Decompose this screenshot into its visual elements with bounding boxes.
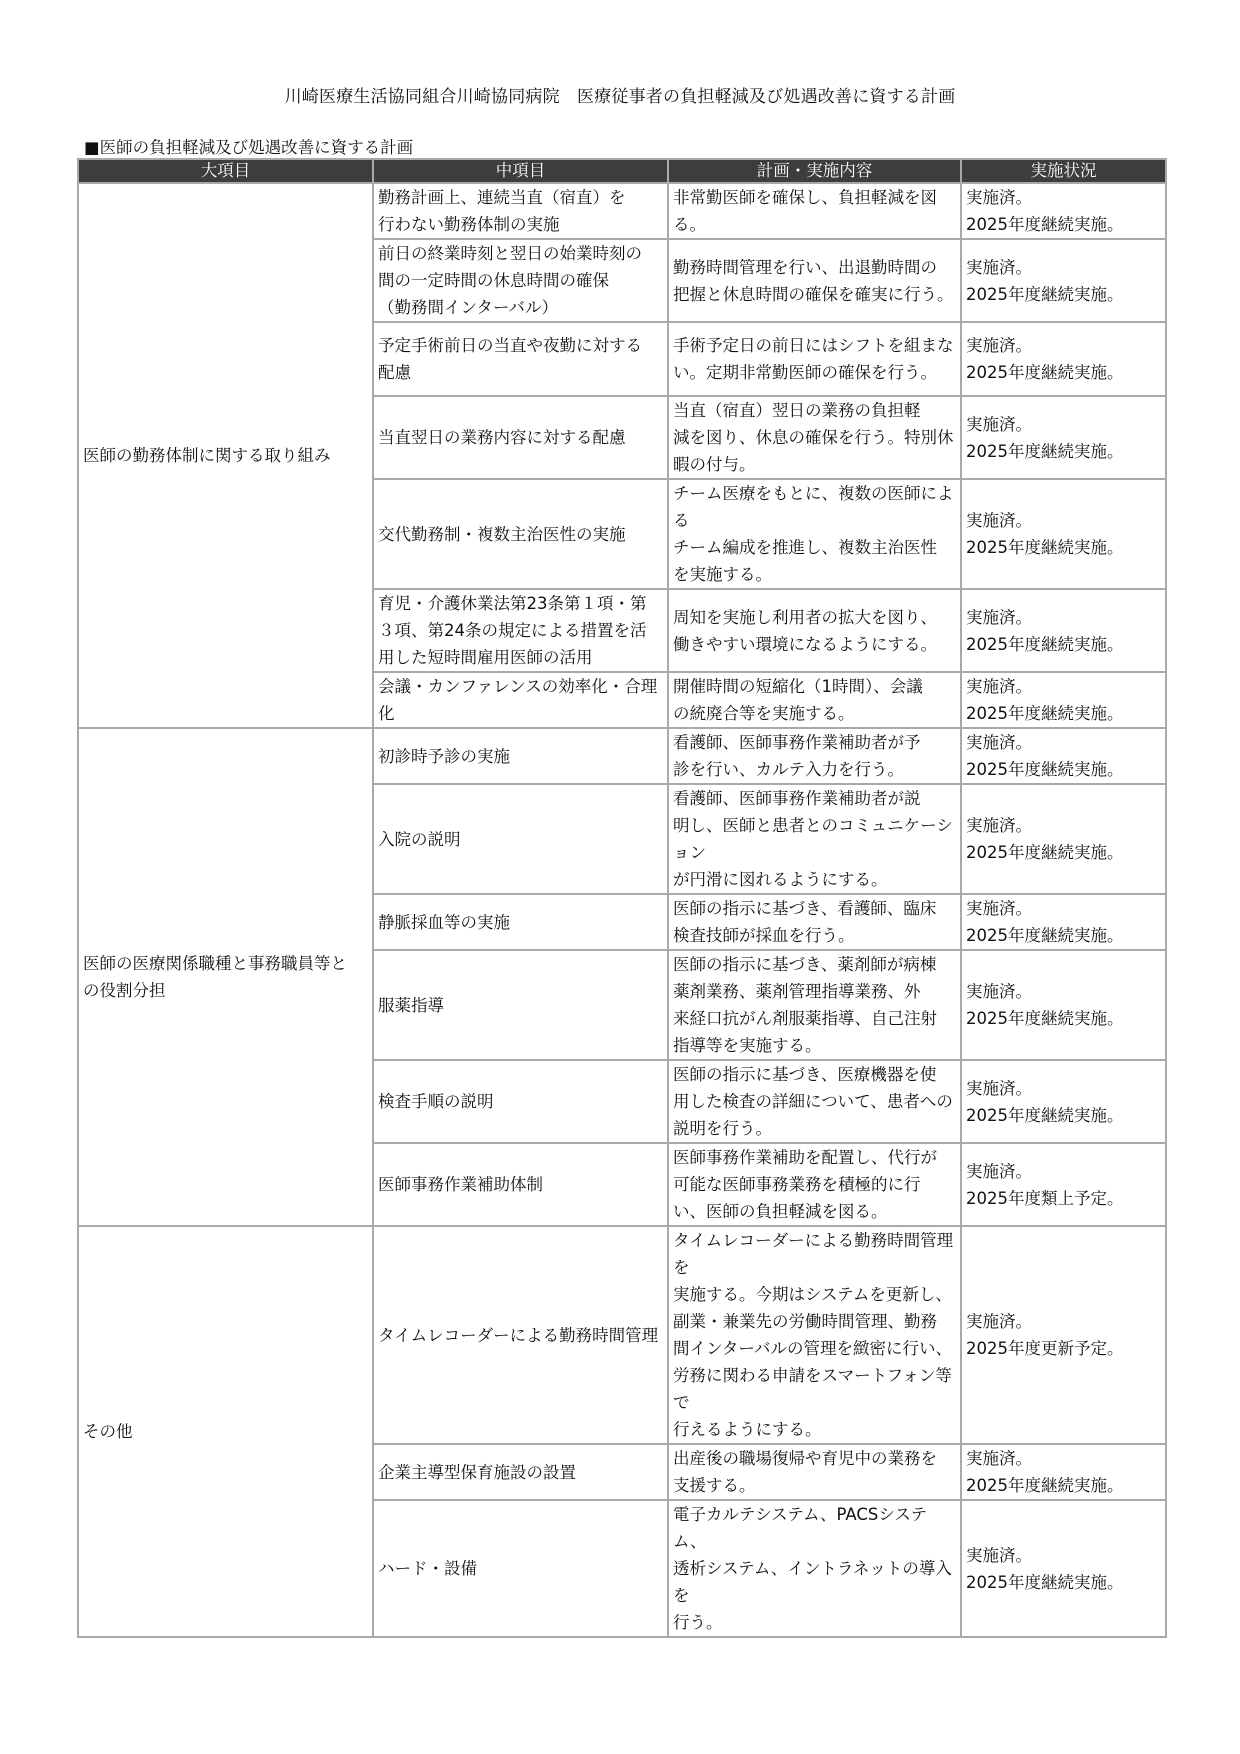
plan-content-text: 勤務時間管理を行い、出退勤時間の 把握と休息時間の確保を確実に行う。 — [673, 257, 954, 304]
plan-content-text: 医師の指示に基づき、薬剤師が病棟 薬剤業務、薬剤管理指導業務、外 来経口抗がん剤服薬指導、自己注射 指導等を実施する。 — [673, 955, 937, 1055]
plan-content-cell — [668, 784, 961, 894]
plan-content-text: 開催時間の短縮化（1時間）、会議 の統廃合等を実施する。 — [673, 677, 923, 723]
table-row — [78, 1226, 1166, 1444]
plan-content-cell — [668, 1060, 961, 1143]
middle-item-cell — [373, 396, 668, 479]
status-text: 実施済。 2025年度継続実施。 — [966, 982, 1124, 1028]
middle-item-text: 検査手順の説明 — [378, 1092, 494, 1111]
status-cell — [961, 239, 1166, 322]
plan-content-text: 医師事務作業補助を配置し、代行が 可能な医師事務業務を積極的に行 い、医師の負担軽減を図る。 — [673, 1148, 937, 1221]
plan-content-text: 医師の指示に基づき、医療機器を使 用した検査の詳細について、患者への 説明を行う。 — [673, 1065, 953, 1138]
status-text: 実施済。 2025年度継続実施。 — [966, 1078, 1124, 1125]
middle-item-cell — [373, 239, 668, 322]
major-item-text: その他 — [83, 1422, 133, 1441]
plan-content-text: 看護師、医師事務作業補助者が説 明し、医師と患者とのコミュニケーション が円滑に図れるようにする。 — [673, 789, 953, 889]
middle-item-cell — [373, 728, 668, 784]
middle-item-text: ハード・設備 — [378, 1559, 477, 1578]
status-text: 実施済。 2025年度継続実施。 — [966, 414, 1124, 461]
status-text: 実施済。 2025年度類上予定。 — [966, 1161, 1124, 1208]
middle-item-cell — [373, 950, 668, 1060]
middle-item-text: 交代勤務制・複数主治医性の実施 — [378, 524, 626, 544]
status-cell — [961, 672, 1166, 728]
middle-item-cell — [373, 479, 668, 589]
status-text: 実施済。 2025年度継続実施。 — [966, 899, 1124, 945]
table-body — [78, 183, 1166, 1637]
middle-item-text: 企業主導型保育施設の設置 — [378, 1462, 576, 1482]
plan-content-text: 手術予定日の前日にはシフトを組まな い。定期非常勤医師の確保を行う。 — [673, 336, 954, 382]
status-text: 実施済。 2025年度継続実施。 — [966, 677, 1124, 723]
plan-content-cell — [668, 1143, 961, 1226]
status-text: 実施済。 2025年度継続実施。 — [966, 188, 1124, 234]
status-cell — [961, 1444, 1166, 1500]
plan-content-cell — [668, 239, 961, 322]
middle-item-text: 入院の説明 — [378, 829, 461, 849]
section-heading: ■医師の負担軽減及び処遇改善に資する計画 — [84, 138, 414, 157]
status-cell — [961, 1500, 1166, 1637]
document-title: 川崎医療生活協同組合川崎協同病院 医療従事者の負担軽減及び処遇改善に資する計画 — [284, 87, 956, 107]
header-major: 大項目 — [78, 159, 373, 183]
plan-content-text: 看護師、医師事務作業補助者が予 診を行い、カルテ入力を行う。 — [673, 733, 921, 779]
plan-content-text: 当直（宿直）翌日の業務の負担軽 減を図り、休息の確保を行う。特別休 暇の付与。 — [673, 401, 954, 474]
middle-item-cell — [373, 1060, 668, 1143]
status-cell — [961, 396, 1166, 479]
plan-content-cell — [668, 894, 961, 950]
middle-item-cell — [373, 784, 668, 894]
plan-content-text: 出産後の職場復帰や育児中の業務を 支援する。 — [673, 1449, 937, 1495]
major-item-cell — [78, 728, 373, 1226]
status-text: 実施済。 2025年度継続実施。 — [966, 257, 1124, 304]
plan-content-cell — [668, 728, 961, 784]
middle-item-cell — [373, 1226, 668, 1444]
middle-item-text: 初診時予診の実施 — [378, 746, 510, 766]
plan-content-text: 電子カルテシステム、PACSシステム、 透析システム、イントラネットの導入を 行う。 — [673, 1505, 952, 1632]
status-text: 実施済。 2025年度継続実施。 — [966, 733, 1124, 779]
plan-content-text: チーム医療をもとに、複数の医師による チーム編成を推進し、複数主治医性 を実施する。 — [673, 484, 954, 584]
middle-item-text: 予定手術前日の当直や夜勤に対する 配慮 — [378, 336, 642, 382]
status-cell — [961, 183, 1166, 239]
status-text: 実施済。 2025年度継続実施。 — [966, 336, 1124, 382]
middle-item-cell — [373, 183, 668, 239]
plan-content-cell — [668, 950, 961, 1060]
middle-item-text: 育児・介護休業法第23条第１項・第 ３項、第24条の規定による措置を活 用した短時間雇用医師の活用 — [378, 594, 647, 667]
plan-content-text: タイムレコーダーによる勤務時間管理を 実施する。今期はシステムを更新し、 副業・兼業先の労働時間管理、勤務 間インターバルの管理を緻密に行い、 労務に関わる申請をスマートフォン等で 行えるようにする。 — [673, 1231, 954, 1439]
middle-item-cell — [373, 1500, 668, 1637]
header-row — [78, 159, 1166, 183]
status-cell — [961, 784, 1166, 894]
plan-table — [77, 158, 1167, 1638]
plan-content-cell — [668, 1500, 961, 1637]
status-cell — [961, 1143, 1166, 1226]
middle-item-text: 静脈採血等の実施 — [378, 912, 510, 932]
table-header — [78, 159, 1166, 183]
status-text: 実施済。 2025年度継続実施。 — [966, 511, 1124, 557]
plan-content-cell — [668, 322, 961, 396]
major-item-text: 医師の医療関係職種と事務職員等と の役割分担 — [83, 954, 347, 1000]
header-status: 実施状況 — [961, 159, 1166, 183]
status-text: 実施済。 2025年度更新予定。 — [966, 1312, 1124, 1358]
plan-content-cell — [668, 396, 961, 479]
status-cell — [961, 589, 1166, 672]
status-cell — [961, 728, 1166, 784]
header-middle: 中項目 — [373, 159, 668, 183]
table-row — [78, 728, 1166, 784]
middle-item-text: 医師事務作業補助体制 — [378, 1175, 543, 1194]
middle-item-text: 勤務計画上、連続当直（宿直）を 行わない勤務体制の実施 — [378, 188, 626, 234]
middle-item-text: 会議・カンファレンスの効率化・合理化 — [378, 677, 658, 723]
status-cell — [961, 894, 1166, 950]
middle-item-text: 当直翌日の業務内容に対する配慮 — [378, 428, 626, 447]
middle-item-cell — [373, 322, 668, 396]
status-cell — [961, 322, 1166, 396]
plan-content-cell — [668, 589, 961, 672]
middle-item-text: 前日の終業時刻と翌日の始業時刻の 間の一定時間の休息時間の確保 （勤務間インターバル） — [378, 244, 642, 317]
plan-content-text: 医師の指示に基づき、看護師、臨床 検査技師が採血を行う。 — [673, 899, 937, 945]
status-text: 実施済。 2025年度継続実施。 — [966, 1545, 1124, 1592]
status-cell — [961, 950, 1166, 1060]
middle-item-cell — [373, 1444, 668, 1500]
major-item-cell — [78, 183, 373, 728]
plan-content-text: 周知を実施し利用者の拡大を図り、 働きやすい環境になるようにする。 — [673, 607, 937, 654]
plan-content-cell — [668, 479, 961, 589]
table-row — [78, 183, 1166, 239]
middle-item-cell — [373, 589, 668, 672]
middle-item-text: タイムレコーダーによる勤務時間管理 — [378, 1325, 659, 1345]
status-cell — [961, 1226, 1166, 1444]
middle-item-cell — [373, 672, 668, 728]
plan-content-cell — [668, 1226, 961, 1444]
major-item-text: 医師の勤務体制に関する取り組み — [83, 446, 331, 465]
status-text: 実施済。 2025年度継続実施。 — [966, 1449, 1124, 1495]
major-item-cell — [78, 1226, 373, 1637]
plan-content-text: 非常勤医師を確保し、負担軽減を図 る。 — [673, 188, 937, 234]
middle-item-text: 服薬指導 — [378, 995, 444, 1015]
status-text: 実施済。 2025年度継続実施。 — [966, 607, 1124, 654]
status-text: 実施済。 2025年度継続実施。 — [966, 816, 1124, 862]
plan-content-cell — [668, 1444, 961, 1500]
middle-item-cell — [373, 1143, 668, 1226]
header-plan: 計画・実施内容 — [668, 159, 961, 183]
plan-content-cell — [668, 672, 961, 728]
middle-item-cell — [373, 894, 668, 950]
status-cell — [961, 479, 1166, 589]
status-cell — [961, 1060, 1166, 1143]
plan-content-cell — [668, 183, 961, 239]
